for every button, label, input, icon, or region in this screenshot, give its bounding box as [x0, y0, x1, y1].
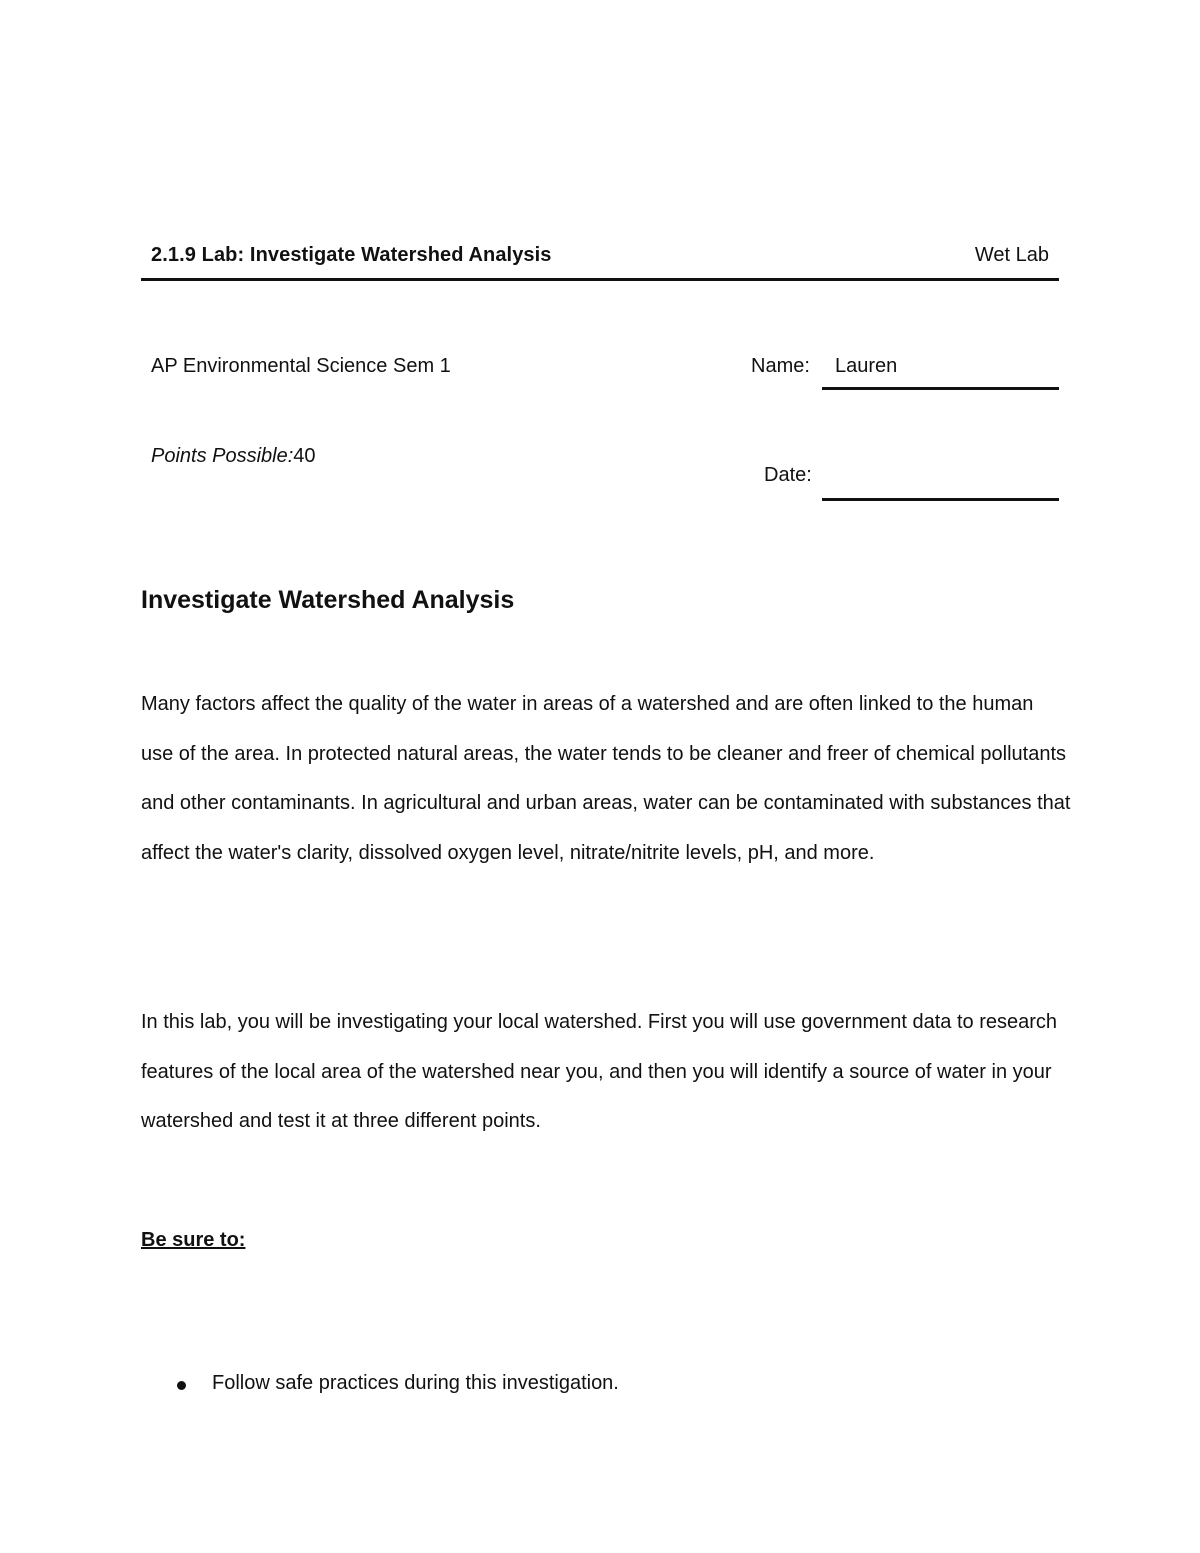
- points-value: 40: [293, 445, 316, 467]
- points-label: Points Possible:: [151, 445, 294, 467]
- name-label: Name:: [751, 355, 810, 377]
- date-field[interactable]: [822, 498, 1059, 501]
- date-label: Date:: [764, 464, 812, 486]
- header-divider: [141, 278, 1059, 281]
- name-field[interactable]: Lauren: [835, 355, 898, 377]
- bullet-icon: [177, 1381, 186, 1390]
- name-underline: [822, 387, 1059, 390]
- lab-description-paragraph: In this lab, you will be investigating your local watershed. First you will use government data to research features of the local area of the watershed near you, and then you will identify a source of water in your watershed and test it at three different points.: [141, 1011, 1058, 1132]
- points-possible: [151, 445, 316, 468]
- course-name: AP Environmental Science Sem 1: [151, 355, 451, 377]
- section-heading: Investigate Watershed Analysis: [141, 586, 515, 614]
- intro-paragraph: Many factors affect the quality of the water in areas of a watershed and are often linked to the human use of the area. In protected natural areas, the water tends to be cleaner and freer of chemical pollutants and other contaminants. In agricultural and urban areas, water can be contaminated with substances that affect the water's clarity, dissolved oxygen level, nitrate/nitrite levels, pH, and more.: [141, 693, 1071, 864]
- document-title: 2.1.9 Lab: Investigate Watershed Analysis: [151, 244, 552, 266]
- requirements-list: [141, 1372, 619, 1395]
- lab-type-label: Wet Lab: [974, 244, 1049, 266]
- list-item: [141, 1372, 619, 1395]
- be-sure-heading: Be sure to:: [141, 1229, 246, 1251]
- list-item-text: Follow safe practices during this investigation.: [212, 1372, 619, 1394]
- document-header: [141, 240, 1059, 280]
